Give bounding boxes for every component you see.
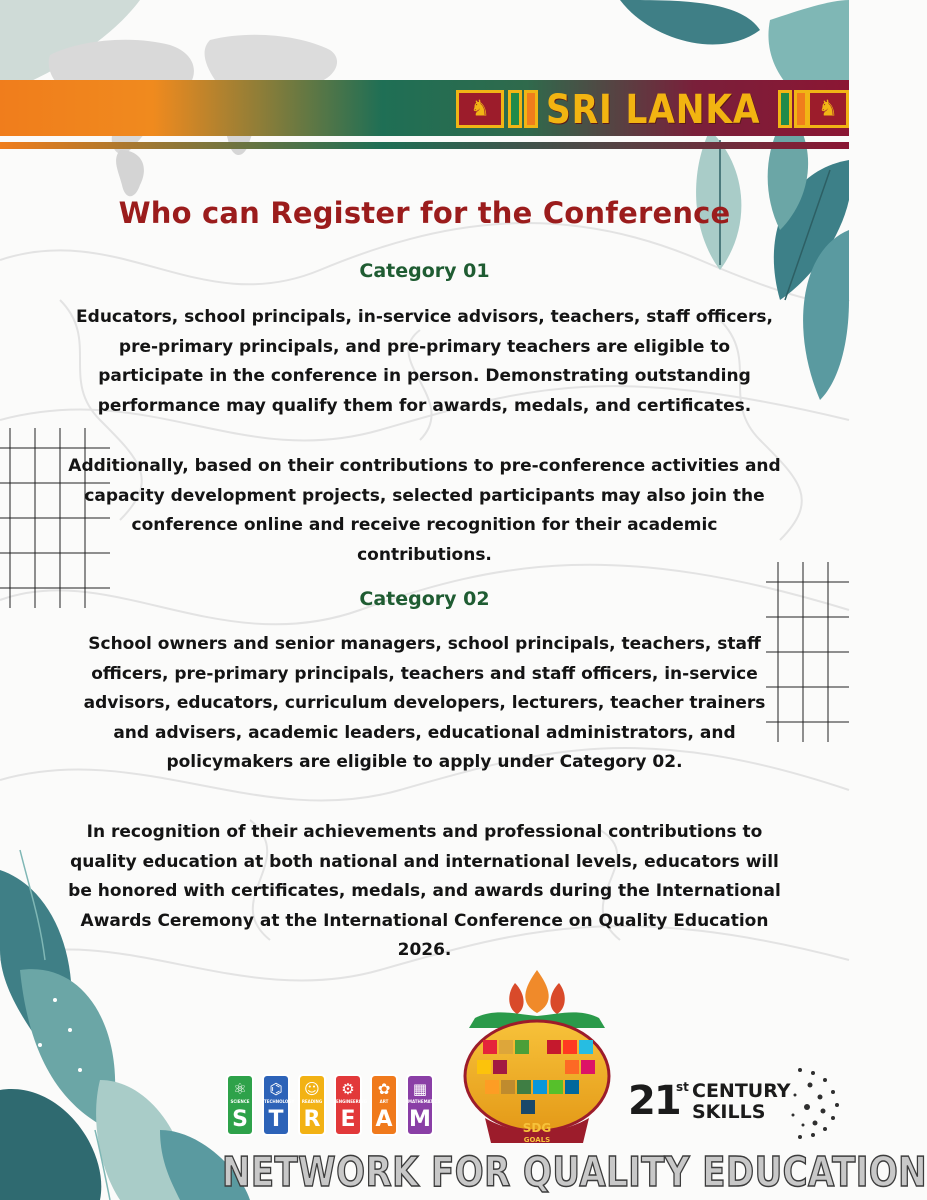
skills-suffix: st <box>676 1080 689 1094</box>
stream-tile-reading <box>298 1074 326 1136</box>
stream-tile-science <box>226 1074 254 1136</box>
category-02-paragraph-1: School owners and senior managers, school principals, teachers, staff officers, pre-primary principals, teachers and staff officers, in-service advisors, educators, curriculum developers, lecturers, teacher trainers and advisers, academic leaders, educational administrators, and policymakers are eligible to apply under Category 02. <box>83 634 766 772</box>
country-name: SRI LANKA <box>546 87 761 133</box>
flag-stripe-green <box>508 90 522 128</box>
page-title: Who can Register for the Conference <box>118 196 731 230</box>
footer-network-title: NETWORK FOR QUALITY EDUCATION <box>222 1148 927 1196</box>
skills-number: 21 <box>628 1078 680 1124</box>
stream-letter: E <box>340 1107 356 1132</box>
atom-icon: ⚛ <box>233 1080 247 1098</box>
flag-stripe-green-right <box>778 90 792 128</box>
banner-underline <box>0 142 849 149</box>
stream-tile-art <box>370 1074 398 1136</box>
skills-word-skills: SKILLS <box>692 1101 766 1123</box>
stream-tile-mathematics <box>406 1074 441 1136</box>
stream-letter: S <box>232 1107 248 1132</box>
category-01-heading: Category 01 <box>359 260 490 282</box>
circuit-icon: ⌬ <box>269 1080 283 1098</box>
stream-caption: MATHEMATICS <box>408 1099 441 1104</box>
stream-caption: ART <box>379 1099 389 1104</box>
lion-icon-right: ♞ <box>818 96 838 122</box>
flag-icon <box>456 90 504 128</box>
flag-icon-right <box>807 90 849 128</box>
stream-tile-technology <box>262 1074 295 1136</box>
skills-word-century: CENTURY <box>692 1080 791 1102</box>
sdg-pot-logo <box>455 968 620 1153</box>
stream-caption: ENGINEERING <box>336 1099 367 1104</box>
category-01-paragraph-1: Educators, school principals, in-service advisors, teachers, staff officers, pre-primary principals, and pre-primary teachers are eligible to participate in the conference in person. Demonstrating outstanding performance may qualify them for awards, medals, and certificates. <box>76 307 773 416</box>
category-02-heading: Category 02 <box>359 588 490 610</box>
stream-letter: T <box>268 1107 284 1132</box>
reader-icon: ☺ <box>304 1080 320 1098</box>
flag-stripe-orange-right <box>794 90 808 128</box>
stream-tile-engineering <box>334 1074 367 1136</box>
sdg-label: SDG <box>522 1121 552 1135</box>
category-02-paragraph-2: In recognition of their achievements and professional contributions to quality education at both national and international levels, educators will be honored with certificates, medals, and awards during the International Awards Ceremony at the International Conference on Quality Education 2026. <box>68 822 781 960</box>
sdg-goals-label: GOALS <box>523 1136 551 1144</box>
stream-letter: A <box>375 1107 393 1132</box>
stream-letter: R <box>303 1107 321 1132</box>
calculator-icon: ▦ <box>412 1080 428 1098</box>
gear-icon: ⚙ <box>341 1080 355 1098</box>
stream-caption: TECHNOLOGY <box>264 1099 295 1104</box>
flag-stripe-orange <box>524 90 538 128</box>
stream-caption: SCIENCE <box>230 1099 250 1104</box>
stream-caption: READING <box>301 1099 323 1104</box>
lion-icon: ♞ <box>470 96 490 122</box>
palette-icon: ✿ <box>377 1080 391 1098</box>
stream-letter: M <box>409 1107 431 1132</box>
category-01-paragraph-2: Additionally, based on their contributions to pre-conference activities and capacity development projects, selected participants may also join the conference online and receive recognition for their academic contributions. <box>68 456 781 565</box>
